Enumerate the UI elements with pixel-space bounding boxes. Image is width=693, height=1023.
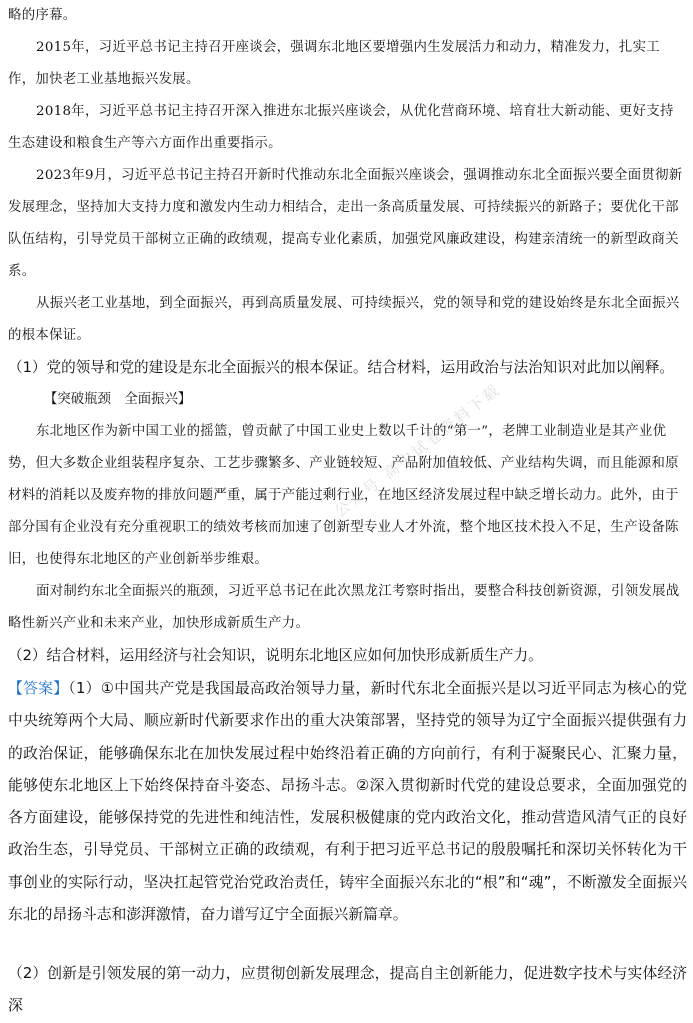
answer-part2: （2）创新是引领发展的第一动力，应贯彻创新发展理念，提高自主创新能力，促进数字技术与实体经济深 [8,965,687,1015]
answer-part1-text: （1）①中国共产党是我国最高政治领导力量，新时代东北全面振兴是以习近平同志为核心的党中央统筹两个大局、顺应新时代新要求作出的重大决策部署，坚持党的领导为辽宁全面振兴提供强有力的政治保证，能够确保东北在加快发展过程中始终沿着正确的方向前行，有利于凝聚民心、汇聚力量，能够使东北地区上下始终保持奋斗姿态、昂扬斗志。②深入贯彻新时代党的建设总要求，全面加强党的各方面建设，能够保持党的先进性和纯洁性，发展积极健康的党内政治文化，推动营造风清气正的良好政治生态，引导党员、干部树立正确的政绩观，有利于把习近平总书记的殷殷嘱托和深切关怀转化为干事创业的实际行动，坚决扛起管党治党政治责任，铸牢全面振兴东北的“根”和“魂”，不断激发全面振兴东北的昂扬斗志和澎湃激情，奋力谱写辽宁全面振兴新篇章。 [8,680,687,924]
question-2: （2）结合材料，运用经济与社会知识，说明东北地区应如何加快形成新质生产力。 [8,647,543,664]
material-b-header: 【突破瓶颈 全面振兴】 [44,392,192,407]
watermark-text: 公众号 高中试卷资料下载 [331,379,505,521]
material-a-2023: 2023年9月，习近平总书记主持召开新时代推动东北全面振兴座谈会，强调推动东北全面振兴要全面贯彻新发展理念，坚持加大支持力度和激发内生动力相结合，走出一条高质量发展、可持续振兴的新路子；要优化干部队伍结构，引导党员干部树立正确的政绩观，提高专业化素质，加强党风廉政建设，构建亲清统一的新型政商关系。 [8,168,683,279]
material-a-line0: 略的序幕。 [8,8,77,23]
material-a-2018: 2018年，习近平总书记主持召开深入推进东北振兴座谈会，从优化营商环境、培育壮大新动能、更好支持生态建设和粮食生产等六方面作出重要指示。 [8,104,674,151]
answer-part1 [8,673,687,931]
material-a-2015: 2015年，习近平总书记主持召开座谈会，强调东北地区要增强内生发展活力和动力，精准发力，扎实工作，加快老工业基地振兴发展。 [8,40,660,87]
answer-tag: 【答案】 [8,680,69,697]
question-1: （1）党的领导和党的建设是东北全面振兴的根本保证。结合材料，运用政治与法治知识对此加以阐释。 [8,359,675,376]
material-b-p1: 东北地区作为新中国工业的摇篮，曾贡献了中国工业史上数以千计的“第一”，老牌工业制造业是其产业优势，但大多数企业组装程序复杂、工艺步骤繁多、产业链较短、产品附加值较低、产业结构失调，而且能源和原材料的消耗以及废弃物的排放问题严重，属于产能过剩行业，在地区经济发展过程中缺乏增长动力。此外，由于部分国有企业没有充分重视职工的绩效考核而加速了创新型专业人才外流，整个地区技术投入不足，生产设备陈旧，也使得东北地区的产业创新举步维艰。 [8,424,679,567]
material-a-conclusion: 从振兴老工业基地，到全面振兴，再到高质量发展、可持续振兴，党的领导和党的建设始终是东北全面振兴的根本保证。 [8,296,680,343]
material-b-p2: 面对制约东北全面振兴的瓶颈，习近平总书记在此次黑龙江考察时指出，要整合科技创新资源，引领发展战略性新兴产业和未来产业，加快形成新质生产力。 [8,584,680,631]
